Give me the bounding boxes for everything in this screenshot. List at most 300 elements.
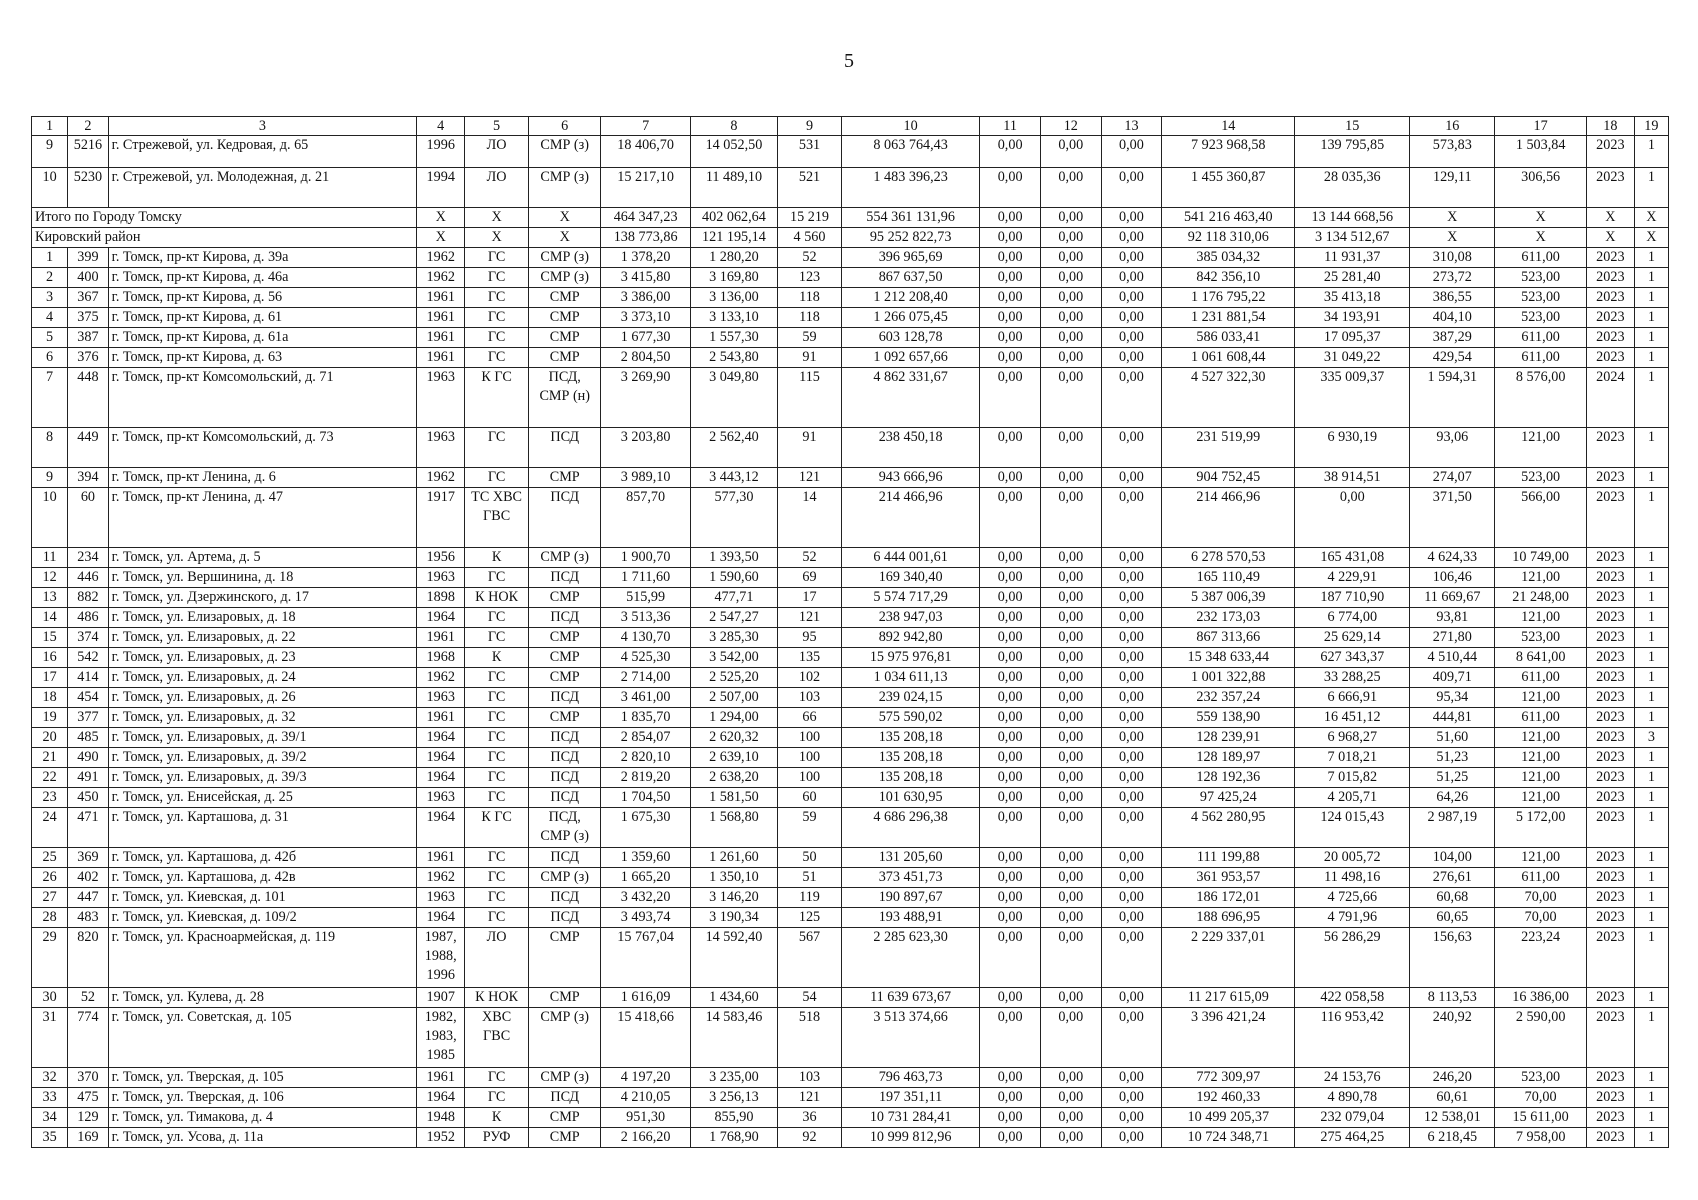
cell-cost-owners: 231 519,99 xyxy=(1162,428,1295,468)
cell-total-cost: 238 450,18 xyxy=(841,428,979,468)
cell-cost-federal: 0,00 xyxy=(980,928,1041,988)
cell-work-type: ЛО xyxy=(465,136,529,168)
cell-stage: СМР (з) xyxy=(529,268,601,288)
cell-total-area: 15 418,66 xyxy=(601,1008,690,1068)
cell-max-unit-cost: 15 611,00 xyxy=(1495,1108,1587,1128)
cell-living-area: 1 557,30 xyxy=(690,328,777,348)
cell-year-built: 1948 xyxy=(417,1108,465,1128)
cell-building-id: 5230 xyxy=(68,168,108,208)
cell-address: г. Томск, пр-кт Кирова, д. 61а xyxy=(108,328,417,348)
cell-building-id: 376 xyxy=(68,348,108,368)
cell-row-number: 31 xyxy=(32,1008,68,1068)
cell-cost-regional: 0,00 xyxy=(1040,768,1101,788)
cell-cost-local: 0,00 xyxy=(1101,348,1162,368)
cell-total-cost: 1 483 396,23 xyxy=(841,168,979,208)
cell-work-type: РУФ xyxy=(465,1128,529,1148)
cell-stage: ПСД xyxy=(529,488,601,548)
cell-cost-owners: 128 239,91 xyxy=(1162,728,1295,748)
cell-cost-regional: 0,00 xyxy=(1040,628,1101,648)
cell-max-unit-cost: 121,00 xyxy=(1495,848,1587,868)
cell-total-area: 4 130,70 xyxy=(601,628,690,648)
cell-living-area: 1 434,60 xyxy=(690,988,777,1008)
cell-max-unit-cost: 611,00 xyxy=(1495,668,1587,688)
cell-residents: 59 xyxy=(778,808,842,848)
subtotal-residents: 15 219 xyxy=(778,208,842,228)
cell-building-id: 483 xyxy=(68,908,108,928)
cell-max-unit-cost: 8 576,00 xyxy=(1495,368,1587,428)
cell-floors-count: 1 xyxy=(1634,888,1668,908)
cell-living-area: 1 568,80 xyxy=(690,808,777,848)
subtotal-floors-count: Х xyxy=(1634,228,1668,248)
cell-total-cost: 131 205,60 xyxy=(841,848,979,868)
cell-cost-regional: 0,00 xyxy=(1040,288,1101,308)
table-row xyxy=(32,988,1669,1008)
cell-residents: 103 xyxy=(778,1068,842,1088)
cell-cost-federal: 0,00 xyxy=(980,248,1041,268)
cell-cost-regional: 0,00 xyxy=(1040,728,1101,748)
cell-total-area: 15 767,04 xyxy=(601,928,690,988)
cell-cost-regional: 0,00 xyxy=(1040,428,1101,468)
cell-stage: ПСД xyxy=(529,848,601,868)
subtotal-max-unit-cost: Х xyxy=(1495,228,1587,248)
cell-planned-year: 2023 xyxy=(1586,168,1634,208)
cell-floors-count: 1 xyxy=(1634,468,1668,488)
cell-total-area: 3 461,00 xyxy=(601,688,690,708)
cell-total-area: 2 854,07 xyxy=(601,728,690,748)
cell-stage: ПСД xyxy=(529,1088,601,1108)
cell-year-built: 1956 xyxy=(417,548,465,568)
cell-unit-cost: 273,72 xyxy=(1410,268,1495,288)
cell-stage: ПСД, СМР (з) xyxy=(529,808,601,848)
cell-cost-local: 0,00 xyxy=(1101,1108,1162,1128)
cell-residents: 518 xyxy=(778,1008,842,1068)
cell-address: г. Томск, ул. Елизаровых, д. 23 xyxy=(108,648,417,668)
cell-row-number: 7 xyxy=(32,368,68,428)
cell-cost-other: 0,00 xyxy=(1295,488,1410,548)
cell-cost-regional: 0,00 xyxy=(1040,328,1101,348)
cell-total-area: 4 197,20 xyxy=(601,1068,690,1088)
cell-cost-federal: 0,00 xyxy=(980,768,1041,788)
cell-row-number: 9 xyxy=(32,136,68,168)
cell-floors-count: 1 xyxy=(1634,788,1668,808)
column-number-10: 10 xyxy=(841,117,979,136)
table-body xyxy=(32,117,1669,1148)
cell-living-area: 3 443,12 xyxy=(690,468,777,488)
cell-work-type: ЛО xyxy=(465,928,529,988)
cell-residents: 59 xyxy=(778,328,842,348)
cell-living-area: 2 562,40 xyxy=(690,428,777,468)
cell-cost-other: 33 288,25 xyxy=(1295,668,1410,688)
cell-total-area: 2 804,50 xyxy=(601,348,690,368)
cell-residents: 118 xyxy=(778,288,842,308)
cell-planned-year: 2023 xyxy=(1586,648,1634,668)
cell-cost-regional: 0,00 xyxy=(1040,608,1101,628)
cell-floors-count: 1 xyxy=(1634,1108,1668,1128)
cell-row-number: 2 xyxy=(32,268,68,288)
subtotal-row xyxy=(32,228,1669,248)
cell-stage: ПСД xyxy=(529,608,601,628)
subtotal-stage: Х xyxy=(529,208,601,228)
cell-row-number: 6 xyxy=(32,348,68,368)
cell-year-built: 1962 xyxy=(417,668,465,688)
subtotal-residents: 4 560 xyxy=(778,228,842,248)
cell-work-type: ГС xyxy=(465,888,529,908)
cell-cost-other: 11 498,16 xyxy=(1295,868,1410,888)
cell-total-cost: 373 451,73 xyxy=(841,868,979,888)
cell-planned-year: 2023 xyxy=(1586,928,1634,988)
cell-address: г. Томск, пр-кт Кирова, д. 63 xyxy=(108,348,417,368)
cell-planned-year: 2023 xyxy=(1586,888,1634,908)
cell-building-id: 820 xyxy=(68,928,108,988)
cell-cost-local: 0,00 xyxy=(1101,428,1162,468)
cell-cost-other: 34 193,91 xyxy=(1295,308,1410,328)
cell-stage: ПСД xyxy=(529,688,601,708)
cell-address: г. Томск, пр-кт Комсомольский, д. 73 xyxy=(108,428,417,468)
cell-building-id: 374 xyxy=(68,628,108,648)
cell-max-unit-cost: 121,00 xyxy=(1495,748,1587,768)
cell-cost-other: 56 286,29 xyxy=(1295,928,1410,988)
cell-planned-year: 2023 xyxy=(1586,548,1634,568)
subtotal-planned-year: Х xyxy=(1586,208,1634,228)
cell-address: г. Томск, ул. Киевская, д. 101 xyxy=(108,888,417,908)
cell-year-built: 1964 xyxy=(417,1088,465,1108)
cell-cost-other: 7 018,21 xyxy=(1295,748,1410,768)
table-row xyxy=(32,248,1669,268)
cell-year-built: 1964 xyxy=(417,748,465,768)
cell-max-unit-cost: 566,00 xyxy=(1495,488,1587,548)
cell-work-type: ГС xyxy=(465,768,529,788)
cell-total-area: 3 203,80 xyxy=(601,428,690,468)
cell-total-cost: 10 731 284,41 xyxy=(841,1108,979,1128)
cell-planned-year: 2023 xyxy=(1586,748,1634,768)
cell-cost-regional: 0,00 xyxy=(1040,136,1101,168)
subtotal-max-unit-cost: Х xyxy=(1495,208,1587,228)
column-number-18: 18 xyxy=(1586,117,1634,136)
table-row xyxy=(32,328,1669,348)
cell-cost-other: 17 095,37 xyxy=(1295,328,1410,348)
cell-planned-year: 2023 xyxy=(1586,568,1634,588)
cell-residents: 36 xyxy=(778,1108,842,1128)
cell-cost-federal: 0,00 xyxy=(980,1108,1041,1128)
cell-work-type: ГС xyxy=(465,728,529,748)
cell-year-built: 1964 xyxy=(417,768,465,788)
cell-cost-federal: 0,00 xyxy=(980,268,1041,288)
cell-stage: СМР xyxy=(529,288,601,308)
cell-cost-local: 0,00 xyxy=(1101,608,1162,628)
cell-total-cost: 135 208,18 xyxy=(841,728,979,748)
cell-year-built: 1962 xyxy=(417,248,465,268)
cell-stage: СМР xyxy=(529,708,601,728)
cell-cost-federal: 0,00 xyxy=(980,788,1041,808)
cell-cost-regional: 0,00 xyxy=(1040,268,1101,288)
cell-address: г. Томск, ул. Кулева, д. 28 xyxy=(108,988,417,1008)
cell-building-id: 448 xyxy=(68,368,108,428)
cell-max-unit-cost: 523,00 xyxy=(1495,308,1587,328)
cell-living-area: 577,30 xyxy=(690,488,777,548)
cell-cost-owners: 128 192,36 xyxy=(1162,768,1295,788)
cell-cost-other: 275 464,25 xyxy=(1295,1128,1410,1148)
cell-cost-local: 0,00 xyxy=(1101,1008,1162,1068)
cell-address: г. Томск, пр-кт Кирова, д. 56 xyxy=(108,288,417,308)
cell-cost-local: 0,00 xyxy=(1101,308,1162,328)
cell-cost-owners: 192 460,33 xyxy=(1162,1088,1295,1108)
cell-total-area: 3 432,20 xyxy=(601,888,690,908)
cell-address: г. Томск, ул. Киевская, д. 109/2 xyxy=(108,908,417,928)
cell-row-number: 30 xyxy=(32,988,68,1008)
cell-planned-year: 2023 xyxy=(1586,328,1634,348)
cell-stage: СМР xyxy=(529,1128,601,1148)
cell-cost-local: 0,00 xyxy=(1101,568,1162,588)
cell-cost-federal: 0,00 xyxy=(980,908,1041,928)
subtotal-total-area: 464 347,23 xyxy=(601,208,690,228)
cell-work-type: ГС xyxy=(465,288,529,308)
cell-year-built: 1961 xyxy=(417,1068,465,1088)
cell-residents: 92 xyxy=(778,1128,842,1148)
cell-row-number: 35 xyxy=(32,1128,68,1148)
table-row xyxy=(32,868,1669,888)
cell-planned-year: 2023 xyxy=(1586,708,1634,728)
cell-total-cost: 197 351,11 xyxy=(841,1088,979,1108)
cell-row-number: 28 xyxy=(32,908,68,928)
cell-unit-cost: 404,10 xyxy=(1410,308,1495,328)
cell-cost-regional: 0,00 xyxy=(1040,468,1101,488)
cell-year-built: 1961 xyxy=(417,328,465,348)
cell-unit-cost: 444,81 xyxy=(1410,708,1495,728)
cell-work-type: К ГС xyxy=(465,368,529,428)
cell-address: г. Томск, ул. Елизаровых, д. 39/2 xyxy=(108,748,417,768)
cell-building-id: 169 xyxy=(68,1128,108,1148)
cell-year-built: 1964 xyxy=(417,808,465,848)
cell-floors-count: 1 xyxy=(1634,988,1668,1008)
cell-building-id: 882 xyxy=(68,588,108,608)
cell-total-cost: 238 947,03 xyxy=(841,608,979,628)
column-number-3: 3 xyxy=(108,117,417,136)
table-row xyxy=(32,888,1669,908)
cell-cost-owners: 586 033,41 xyxy=(1162,328,1295,348)
cell-max-unit-cost: 8 641,00 xyxy=(1495,648,1587,668)
cell-stage: СМР xyxy=(529,1108,601,1128)
cell-cost-owners: 867 313,66 xyxy=(1162,628,1295,648)
cell-cost-owners: 4 562 280,95 xyxy=(1162,808,1295,848)
cell-max-unit-cost: 70,00 xyxy=(1495,908,1587,928)
cell-floors-count: 1 xyxy=(1634,668,1668,688)
cell-living-area: 1 294,00 xyxy=(690,708,777,728)
cell-total-cost: 4 686 296,38 xyxy=(841,808,979,848)
cell-cost-federal: 0,00 xyxy=(980,588,1041,608)
cell-cost-local: 0,00 xyxy=(1101,168,1162,208)
cell-total-cost: 796 463,73 xyxy=(841,1068,979,1088)
subtotal-floors-count: Х xyxy=(1634,208,1668,228)
subtotal-row xyxy=(32,208,1669,228)
cell-cost-local: 0,00 xyxy=(1101,988,1162,1008)
cell-planned-year: 2023 xyxy=(1586,136,1634,168)
cell-address: г. Томск, пр-кт Кирова, д. 39а xyxy=(108,248,417,268)
cell-total-cost: 11 639 673,67 xyxy=(841,988,979,1008)
cell-max-unit-cost: 523,00 xyxy=(1495,288,1587,308)
cell-max-unit-cost: 10 749,00 xyxy=(1495,548,1587,568)
cell-row-number: 10 xyxy=(32,168,68,208)
cell-work-type: ГС xyxy=(465,708,529,728)
cell-row-number: 13 xyxy=(32,588,68,608)
cell-total-cost: 867 637,50 xyxy=(841,268,979,288)
cell-floors-count: 1 xyxy=(1634,768,1668,788)
cell-living-area: 3 285,30 xyxy=(690,628,777,648)
cell-unit-cost: 51,60 xyxy=(1410,728,1495,748)
table-row xyxy=(32,468,1669,488)
cell-building-id: 414 xyxy=(68,668,108,688)
cell-stage: СМР (з) xyxy=(529,1068,601,1088)
cell-residents: 91 xyxy=(778,348,842,368)
cell-living-area: 2 638,20 xyxy=(690,768,777,788)
cell-planned-year: 2023 xyxy=(1586,608,1634,628)
cell-residents: 119 xyxy=(778,888,842,908)
cell-work-type: ЛО xyxy=(465,168,529,208)
cell-total-area: 1 665,20 xyxy=(601,868,690,888)
cell-unit-cost: 246,20 xyxy=(1410,1068,1495,1088)
cell-planned-year: 2023 xyxy=(1586,1008,1634,1068)
cell-cost-federal: 0,00 xyxy=(980,348,1041,368)
cell-year-built: 1963 xyxy=(417,788,465,808)
subtotal-cost-other: 13 144 668,56 xyxy=(1295,208,1410,228)
cell-row-number: 34 xyxy=(32,1108,68,1128)
cell-unit-cost: 93,81 xyxy=(1410,608,1495,628)
cell-address: г. Томск, ул. Елизаровых, д. 32 xyxy=(108,708,417,728)
cell-cost-regional: 0,00 xyxy=(1040,668,1101,688)
cell-row-number: 3 xyxy=(32,288,68,308)
cell-work-type: ХВС ГВС xyxy=(465,1008,529,1068)
cell-cost-regional: 0,00 xyxy=(1040,988,1101,1008)
cell-row-number: 33 xyxy=(32,1088,68,1108)
cell-address: г. Томск, пр-кт Ленина, д. 6 xyxy=(108,468,417,488)
cell-cost-federal: 0,00 xyxy=(980,136,1041,168)
cell-year-built: 1963 xyxy=(417,688,465,708)
cell-floors-count: 1 xyxy=(1634,548,1668,568)
cell-address: г. Томск, пр-кт Комсомольский, д. 71 xyxy=(108,368,417,428)
column-number-14: 14 xyxy=(1162,117,1295,136)
cell-total-cost: 943 666,96 xyxy=(841,468,979,488)
cell-floors-count: 1 xyxy=(1634,568,1668,588)
cell-total-cost: 1 092 657,66 xyxy=(841,348,979,368)
cell-planned-year: 2023 xyxy=(1586,808,1634,848)
cell-year-built: 1964 xyxy=(417,728,465,748)
subtotal-year-built: Х xyxy=(417,228,465,248)
cell-work-type: ГС xyxy=(465,1088,529,1108)
cell-stage: СМР xyxy=(529,988,601,1008)
table-row xyxy=(32,648,1669,668)
cell-row-number: 23 xyxy=(32,788,68,808)
table-row xyxy=(32,348,1669,368)
subtotal-work-type: Х xyxy=(465,228,529,248)
cell-cost-local: 0,00 xyxy=(1101,668,1162,688)
cell-max-unit-cost: 121,00 xyxy=(1495,568,1587,588)
cell-floors-count: 1 xyxy=(1634,928,1668,988)
cell-living-area: 477,71 xyxy=(690,588,777,608)
subtotal-cost-federal: 0,00 xyxy=(980,208,1041,228)
cell-cost-federal: 0,00 xyxy=(980,1088,1041,1108)
cell-row-number: 29 xyxy=(32,928,68,988)
cell-residents: 121 xyxy=(778,1088,842,1108)
cell-stage: ПСД xyxy=(529,768,601,788)
cell-cost-local: 0,00 xyxy=(1101,808,1162,848)
cell-max-unit-cost: 121,00 xyxy=(1495,768,1587,788)
cell-work-type: ГС xyxy=(465,308,529,328)
cell-total-cost: 396 965,69 xyxy=(841,248,979,268)
cell-row-number: 4 xyxy=(32,308,68,328)
cell-cost-regional: 0,00 xyxy=(1040,648,1101,668)
cell-cost-local: 0,00 xyxy=(1101,1128,1162,1148)
cell-living-area: 1 261,60 xyxy=(690,848,777,868)
cell-year-built: 1907 xyxy=(417,988,465,1008)
table-row xyxy=(32,288,1669,308)
cell-total-area: 4 525,30 xyxy=(601,648,690,668)
cell-work-type: ГС xyxy=(465,268,529,288)
column-number-1: 1 xyxy=(32,117,68,136)
cell-total-area: 3 373,10 xyxy=(601,308,690,328)
cell-max-unit-cost: 16 386,00 xyxy=(1495,988,1587,1008)
cell-planned-year: 2023 xyxy=(1586,1068,1634,1088)
cell-cost-owners: 165 110,49 xyxy=(1162,568,1295,588)
cell-stage: СМР xyxy=(529,308,601,328)
repair-register-table xyxy=(31,116,1669,1148)
cell-residents: 14 xyxy=(778,488,842,548)
cell-cost-federal: 0,00 xyxy=(980,728,1041,748)
cell-building-id: 377 xyxy=(68,708,108,728)
cell-floors-count: 1 xyxy=(1634,628,1668,648)
cell-living-area: 14 052,50 xyxy=(690,136,777,168)
cell-stage: СМР (з) xyxy=(529,1008,601,1068)
cell-cost-other: 422 058,58 xyxy=(1295,988,1410,1008)
cell-cost-owners: 1 455 360,87 xyxy=(1162,168,1295,208)
cell-address: г. Томск, пр-кт Ленина, д. 47 xyxy=(108,488,417,548)
cell-unit-cost: 12 538,01 xyxy=(1410,1108,1495,1128)
cell-cost-owners: 1 231 881,54 xyxy=(1162,308,1295,328)
cell-planned-year: 2023 xyxy=(1586,988,1634,1008)
cell-work-type: ГС xyxy=(465,748,529,768)
cell-unit-cost: 4 624,33 xyxy=(1410,548,1495,568)
cell-work-type: ГС xyxy=(465,848,529,868)
cell-cost-other: 4 791,96 xyxy=(1295,908,1410,928)
cell-cost-regional: 0,00 xyxy=(1040,1068,1101,1088)
cell-unit-cost: 429,54 xyxy=(1410,348,1495,368)
cell-total-area: 2 820,10 xyxy=(601,748,690,768)
cell-total-cost: 6 444 001,61 xyxy=(841,548,979,568)
cell-cost-owners: 15 348 633,44 xyxy=(1162,648,1295,668)
subtotal-year-built: Х xyxy=(417,208,465,228)
cell-cost-federal: 0,00 xyxy=(980,548,1041,568)
cell-max-unit-cost: 7 958,00 xyxy=(1495,1128,1587,1148)
cell-address: г. Томск, ул. Дзержинского, д. 17 xyxy=(108,588,417,608)
column-number-7: 7 xyxy=(601,117,690,136)
cell-living-area: 2 547,27 xyxy=(690,608,777,628)
cell-living-area: 1 393,50 xyxy=(690,548,777,568)
cell-total-area: 1 359,60 xyxy=(601,848,690,868)
cell-living-area: 2 639,10 xyxy=(690,748,777,768)
cell-address: г. Стрежевой, ул. Кедровая, д. 65 xyxy=(108,136,417,168)
cell-cost-regional: 0,00 xyxy=(1040,548,1101,568)
cell-planned-year: 2023 xyxy=(1586,588,1634,608)
cell-unit-cost: 64,26 xyxy=(1410,788,1495,808)
cell-unit-cost: 156,63 xyxy=(1410,928,1495,988)
cell-total-area: 4 210,05 xyxy=(601,1088,690,1108)
cell-building-id: 234 xyxy=(68,548,108,568)
cell-stage: СМР (з) xyxy=(529,248,601,268)
cell-building-id: 60 xyxy=(68,488,108,548)
cell-address: г. Томск, пр-кт Кирова, д. 61 xyxy=(108,308,417,328)
cell-cost-regional: 0,00 xyxy=(1040,308,1101,328)
cell-building-id: 370 xyxy=(68,1068,108,1088)
cell-stage: СМР (з) xyxy=(529,168,601,208)
cell-living-area: 3 133,10 xyxy=(690,308,777,328)
